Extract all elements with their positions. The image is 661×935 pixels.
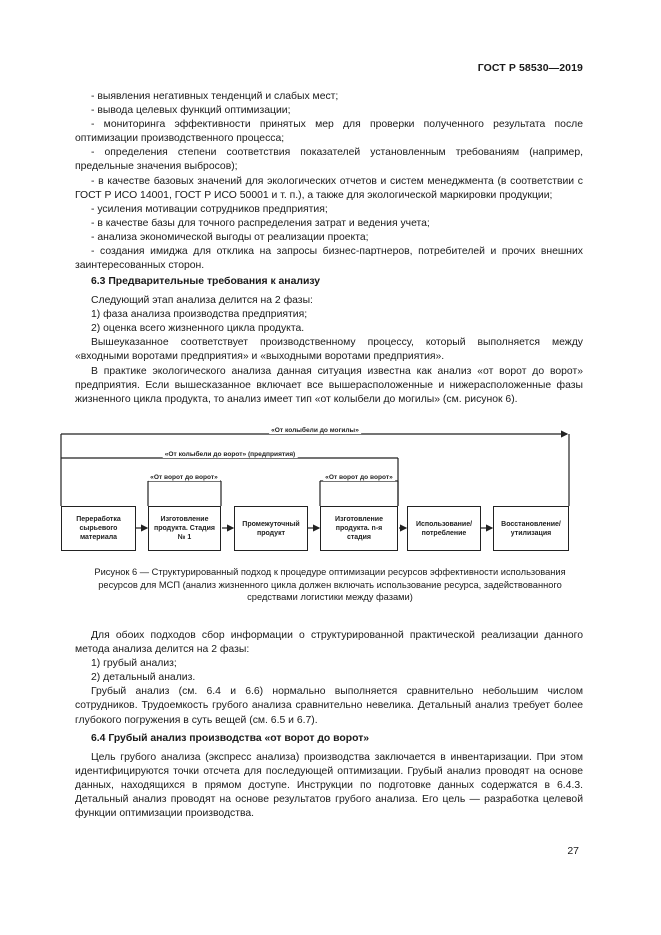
page-header-standard: ГОСТ Р 58530—2019	[477, 62, 583, 74]
paragraph: Для обоих подходов сбор информации о структурированной практической реализации данного метода анализа делится на 2 фазы:	[75, 630, 583, 656]
analysis-phases	[75, 629, 583, 728]
figure-caption: Рисунок 6 — Структурированный подход к процедуре оптимизации ресурсов эффективности использования ресурсов для МСП (анализ жизненного цикла должен включать использование ресурса, задействованного средствами логистики между фазами)	[94, 567, 566, 602]
label-cradle-to-gate: «От колыбели до ворот» (предприятия)	[164, 451, 296, 458]
box-use-consumption: Использование/ потребление	[407, 506, 481, 551]
paragraph: Грубый анализ (см. 6.4 и 6.6) нормально выполняется сравнительно небольшим числом сотрудников. Трудоемкость грубого анализа сравнительно невелика. Детальный анализ требует более глубокого погружения в суть вещей (см. 6.5 и 6.7).	[75, 686, 583, 726]
box-production-stage-n: Изготовление продукта. n-я стадия	[320, 506, 398, 551]
label-gate-to-gate-1: «От ворот до ворот»	[150, 474, 218, 481]
section-6-4	[75, 732, 583, 822]
list-item: - создания имиджа для отклика на запросы бизнес-партнеров, потребителей и прочих внешних заинтересованных сторон.	[75, 246, 583, 272]
box-production-stage-1: Изготовление продукта. Стадия № 1	[148, 506, 221, 551]
list-item: - выявления негативных тенденций и слабых мест;	[91, 91, 339, 102]
list-item: 1) фаза анализа производства предприятия;	[91, 309, 308, 321]
box-raw-material-processing: Переработка сырьевого материала	[61, 506, 136, 551]
page-number: 27	[567, 845, 579, 857]
paragraph: Цель грубого анализа (экспресс анализа) производства заключается в инвентаризации. При этом идентифицируются точки отсчета для последующей оптимизации. Грубый анализ проводят на основе данных, находящихся в прямом доступе. Инструкции по подготовке данных содержатся в 6.4.3. Детальный анализ проводят на основе результатов грубого анализа. Его цель — разработка целевой функции оптимизации производства.	[75, 752, 583, 820]
paragraph: Следующий этап анализа делится на 2 фазы:	[91, 295, 313, 307]
list-item: - определения степени соответствия показателей установленным требованиям (например, предельные значения выбросов);	[75, 147, 583, 173]
list-item: 2) оценка всего жизненного цикла продукта.	[91, 323, 305, 335]
box-intermediate-product: Промежуточный продукт	[234, 506, 308, 551]
list-item: - вывода целевых функций оптимизации;	[91, 105, 291, 117]
list-item: - мониторинга эффективности принятых мер для проверки полученного результата после оптимизации производственного процесса;	[75, 119, 583, 145]
box-recovery-disposal: Восстановление/ утилизация	[493, 506, 569, 551]
purpose-list	[75, 90, 583, 273]
section-6-3	[75, 275, 583, 407]
paragraph: В практике экологического анализа данная ситуация известна как анализ «от ворот до ворот» предприятия. Если вышесказанное включает все вышерасположенные и нижерасположенные фазы жизненного цикла продукта, то анализ имеет тип «от колыбели до могилы» (см. рисунок 6).	[75, 365, 583, 405]
section-heading: 6.4 Грубый анализ производства «от ворот до ворот»	[91, 733, 370, 744]
paragraph: Вышеуказанное соответствует производственному процессу, который выполняется между «входными воротами предприятия» и «выходными воротами предприятия».	[75, 337, 583, 363]
section-heading: 6.3 Предварительные требования к анализу	[91, 276, 321, 287]
list-item: 2) детальный анализ.	[91, 672, 196, 684]
label-gate-to-gate-2: «От ворот до ворот»	[325, 474, 393, 481]
list-item: - анализа экономической выгоды от реализации проекта;	[91, 231, 369, 243]
list-item: - в качестве базовых значений для экологических отчетов и систем менеджмента (в соответствии с ГОСТ Р ИСО 14001, ГОСТ Р ИСО 50001 и т. п.), а также для экологической маркировки продукции;	[75, 175, 583, 201]
label-cradle-to-grave: «От колыбели до могилы»	[271, 427, 359, 434]
list-item: - усиления мотивации сотрудников предприятия;	[91, 203, 328, 215]
list-item: 1) грубый анализ;	[91, 658, 177, 670]
list-item: - в качестве базы для точного распределения затрат и ведения учета;	[91, 217, 430, 229]
lifecycle-diagram	[56, 424, 574, 559]
